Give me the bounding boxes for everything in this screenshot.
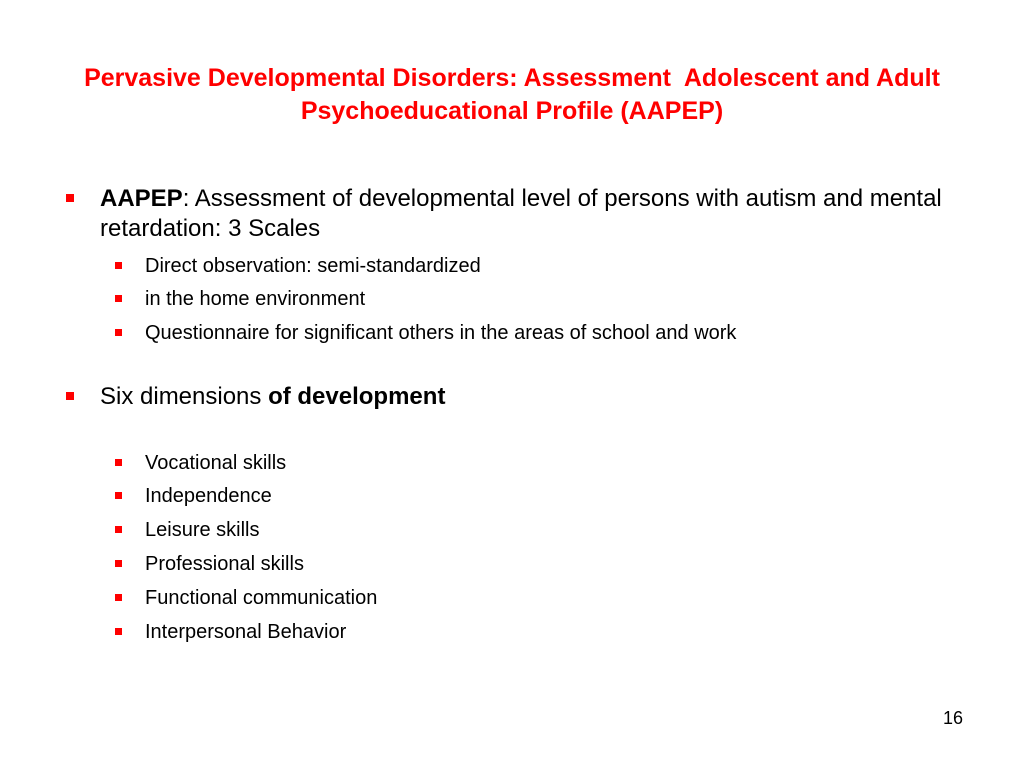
- square-bullet-icon: [115, 594, 122, 601]
- square-bullet-icon: [115, 560, 122, 567]
- subitem-text: Interpersonal Behavior: [145, 621, 347, 643]
- square-bullet-icon: [115, 295, 122, 302]
- bullet-six-dimensions: [100, 382, 980, 412]
- subitem-text: in the home environment: [145, 288, 366, 310]
- subitem-text: Direct observation: semi-standardized: [145, 255, 481, 277]
- square-bullet-icon: [115, 262, 122, 269]
- square-bullet-icon: [115, 459, 122, 466]
- subitem: [145, 517, 995, 543]
- subitem: [145, 585, 995, 611]
- subitem-text: Questionnaire for significant others in the areas of school and work: [145, 322, 737, 344]
- subitem: [145, 253, 995, 279]
- bullet-aapep: [100, 184, 980, 244]
- square-bullet-icon: [115, 492, 122, 499]
- subitem: [145, 320, 995, 346]
- square-bullet-icon: [66, 194, 74, 202]
- subitem: [145, 551, 995, 577]
- square-bullet-icon: [115, 628, 122, 635]
- square-bullet-icon: [115, 526, 122, 533]
- bullet-text: : Assessment of developmental level of persons with autism and mental retardation: 3 Scales: [100, 185, 942, 242]
- subitem-text: Independence: [145, 485, 272, 507]
- subitem: [145, 619, 995, 645]
- subitem-text: Vocational skills: [145, 452, 287, 474]
- bullet-text: Six dimensions: [100, 383, 269, 410]
- slide-title: Pervasive Developmental Disorders: Assessment Adolescent and Adult Psychoeducational Profile (AAPEP): [84, 64, 947, 125]
- subitem-text: Professional skills: [145, 553, 304, 575]
- subitem: [145, 450, 995, 476]
- subitem-text: Functional communication: [145, 587, 378, 609]
- bullet-bold-term: of development: [268, 383, 446, 410]
- square-bullet-icon: [115, 329, 122, 336]
- bullet-bold-term: AAPEP: [100, 185, 183, 212]
- subitem: [145, 286, 995, 312]
- subitem-text: Leisure skills: [145, 519, 260, 541]
- square-bullet-icon: [66, 392, 74, 400]
- subitem: [145, 483, 995, 509]
- page-number: 16: [942, 708, 963, 728]
